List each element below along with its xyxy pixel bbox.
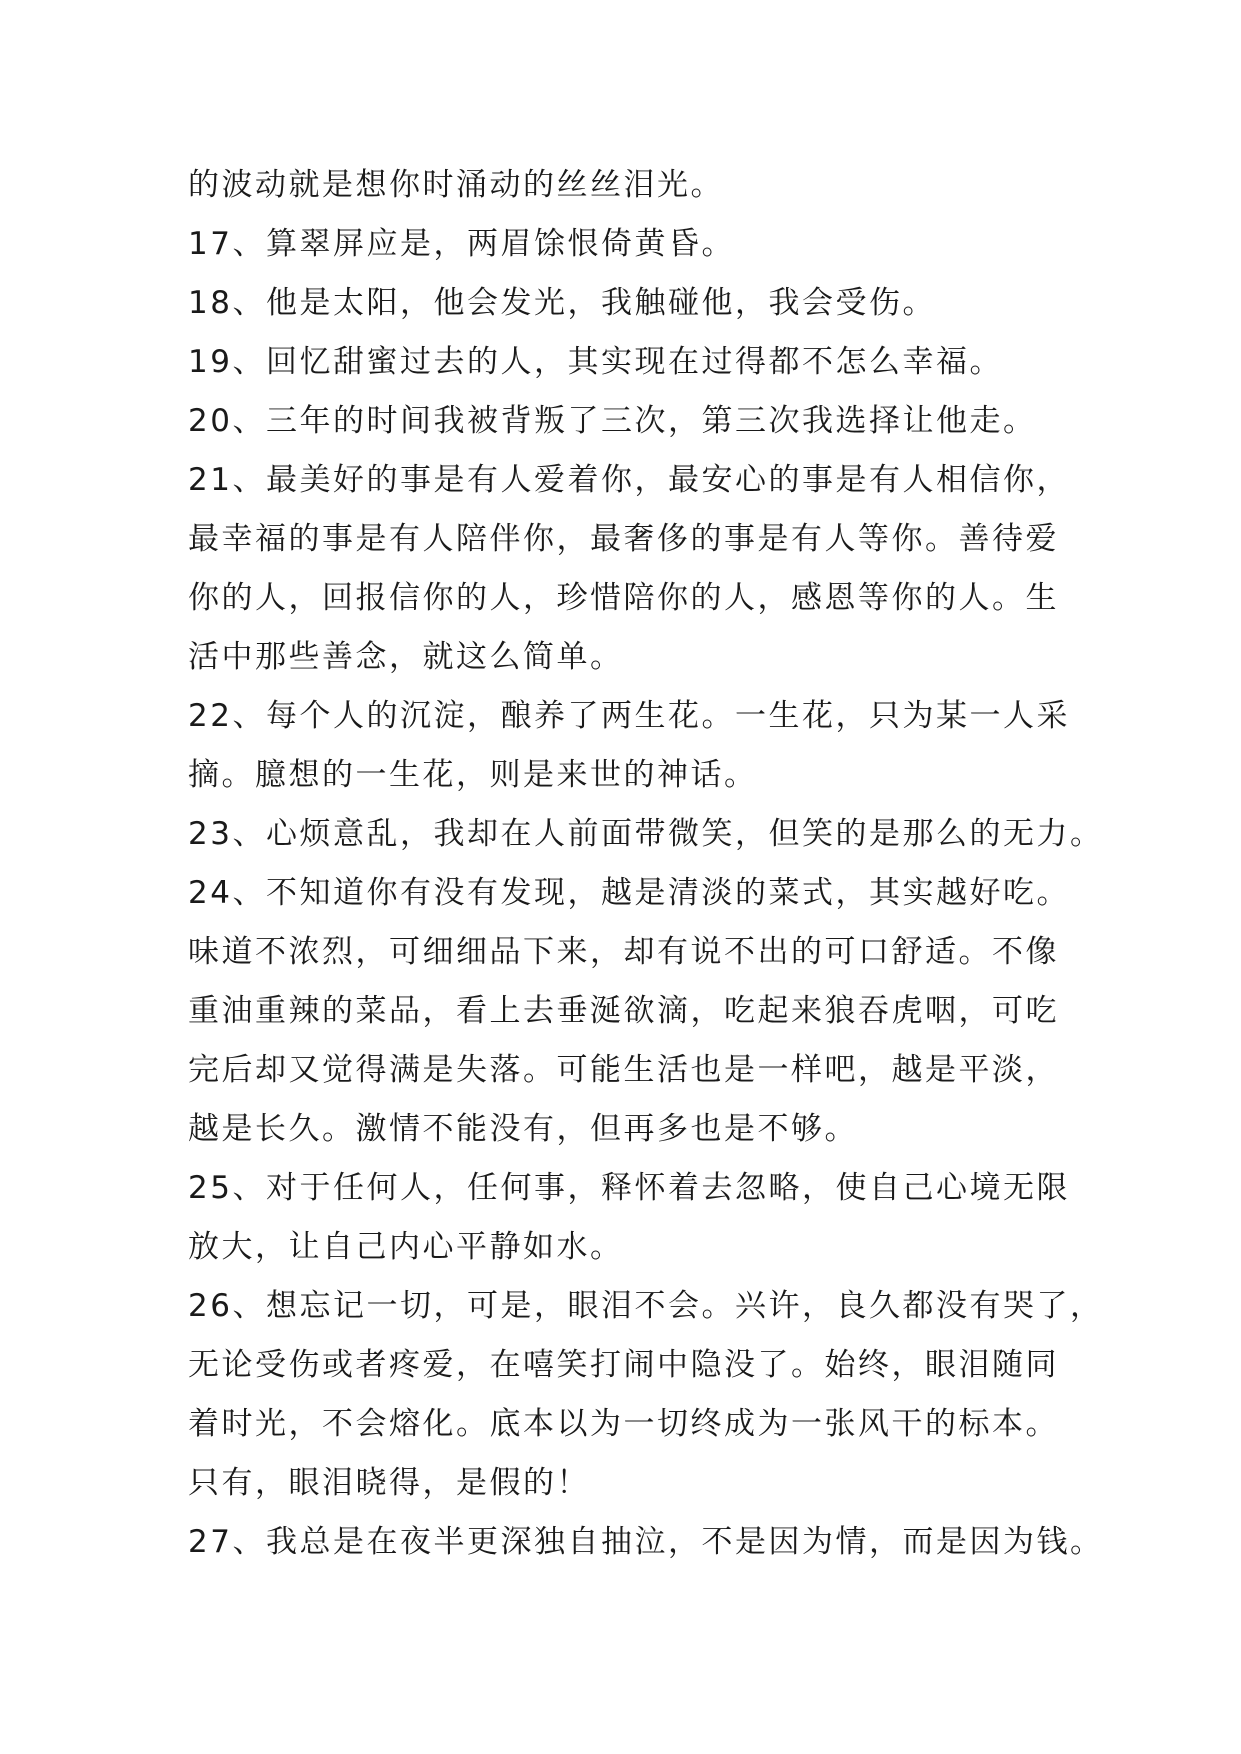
text-line: 重油重辣的菜品，看上去垂涎欲滴，吃起来狼吞虎咽，可吃 xyxy=(188,993,1059,1029)
text-line: 20、三年的时间我被背叛了三次，第三次我选择让他走。 xyxy=(188,403,1037,439)
text-line: 越是长久。激情不能没有，但再多也是不够。 xyxy=(188,1111,858,1147)
text-line: 23、心烦意乱，我却在人前面带微笑，但笑的是那么的无力。 xyxy=(188,816,1104,852)
text-line: 22、每个人的沉淀，酿养了两生花。一生花，只为某一人采 xyxy=(188,698,1070,734)
text-line: 19、回忆甜蜜过去的人，其实现在过得都不怎么幸福。 xyxy=(188,344,1003,380)
text-line: 26、想忘记一切，可是，眼泪不会。兴许，良久都没有哭了， xyxy=(188,1288,1104,1324)
text-line: 18、他是太阳，他会发光，我触碰他，我会受伤。 xyxy=(188,285,936,321)
text-line: 活中那些善念，就这么简单。 xyxy=(188,639,624,675)
text-line: 放大，让自己内心平静如水。 xyxy=(188,1229,624,1265)
text-line: 27、我总是在夜半更深独自抽泣，不是因为情，而是因为钱。 xyxy=(188,1524,1104,1560)
text-line: 你的人，回报信你的人，珍惜陪你的人，感恩等你的人。生 xyxy=(188,580,1059,616)
text-line: 味道不浓烈，可细细品下来，却有说不出的可口舒适。不像 xyxy=(188,934,1059,970)
text-line: 25、对于任何人，任何事，释怀着去忽略，使自己心境无限 xyxy=(188,1170,1070,1206)
text-line: 摘。臆想的一生花，则是来世的神话。 xyxy=(188,757,758,793)
text-line: 无论受伤或者疼爱，在嘻笑打闹中隐没了。始终，眼泪随同 xyxy=(188,1347,1059,1383)
text-line: 完后却又觉得满是失落。可能生活也是一样吧，越是平淡， xyxy=(188,1052,1059,1088)
text-line: 17、算翠屏应是，两眉馀恨倚黄昏。 xyxy=(188,226,735,262)
text-line: 着时光，不会熔化。底本以为一切终成为一张风干的标本。 xyxy=(188,1406,1059,1442)
text-line: 最幸福的事是有人陪伴你，最奢侈的事是有人等你。善待爱 xyxy=(188,521,1059,557)
text-line: 的波动就是想你时涌动的丝丝泪光。 xyxy=(188,167,724,203)
document-body xyxy=(188,156,1104,1572)
text-line: 24、不知道你有没有发现，越是清淡的菜式，其实越好吃。 xyxy=(188,875,1070,911)
text-line: 只有，眼泪晓得，是假的！ xyxy=(188,1465,590,1501)
text-line: 21、最美好的事是有人爱着你，最安心的事是有人相信你， xyxy=(188,462,1070,498)
